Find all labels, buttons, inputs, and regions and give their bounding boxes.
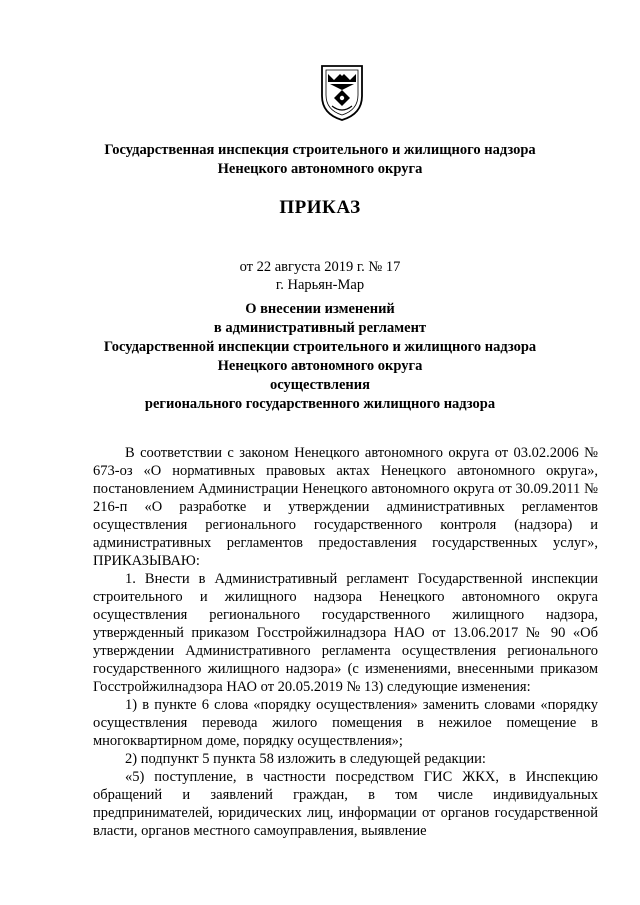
org-line-2: Ненецкого автономного округа [217,161,423,177]
paragraph: 1. Внести в Административный регламент Государственной инспекции строительного и жилищного надзора Ненецкого автономного округа осуществления регионального государственного жилищного надзора, утвержденный приказом Госстройжилнадзора НАО от 13.06.2017 № 90 «Об утверждении Административного регламента осуществления регионального государственного жилищного надзора» (с изменениями, внесенными приказом Госстройжилнадзора НАО от 20.05.2019 № 13) следующие изменения: [93,571,598,695]
subject-line: регионального государственного жилищного надзора [144,396,496,412]
document-subject [0,300,640,414]
subject-line: Ненецкого автономного округа [217,358,423,374]
paragraph: 2) подпункт 5 пункта 58 изложить в следующей редакции: [125,751,486,767]
date-number: от 22 августа 2019 г. № 17 [239,259,401,275]
paragraph: «5) поступление, в частности посредством ГИС ЖКХ, в Инспекцию обращений и заявлений граждан, в том числе индивидуальных предпринимателей, юридических лиц, информации от органов государственной власти, органов местного самоуправления, выявление [93,769,598,839]
subject-line: осуществления [270,377,370,393]
paragraph: 1) в пункте 6 слова «порядку осуществления» заменить словами «порядку осуществления перевода жилого помещения в нежилое помещение в многоквартирном доме, порядку осуществления»; [93,697,598,749]
subject-line: в административный регламент [213,320,427,336]
document-body [93,444,598,840]
organization-name [0,141,640,179]
subject-line: О внесении изменений [245,301,395,317]
document-meta [0,258,640,294]
place: г. Нарьян-Мар [275,277,365,293]
coat-of-arms-icon [318,60,366,122]
subject-line: Государственной инспекции строительного и жилищного надзора [103,339,537,355]
paragraph: В соответствии с законом Ненецкого автономного округа от 03.02.2006 № 673-оз «О нормативных правовых актах Ненецкого автономного округа», постановлением Администрации Ненецкого автономного округа от 30.09.2011 № 216-п «О разработке и утверждении административных регламентов осуществления регионального государственного контроля (надзора) и административных регламентов предоставления государственных услуг», ПРИКАЗЫВАЮ: [93,445,598,569]
document-type: ПРИКАЗ [279,197,361,218]
org-line-1: Государственная инспекция строительного и жилищного надзора [104,142,536,158]
